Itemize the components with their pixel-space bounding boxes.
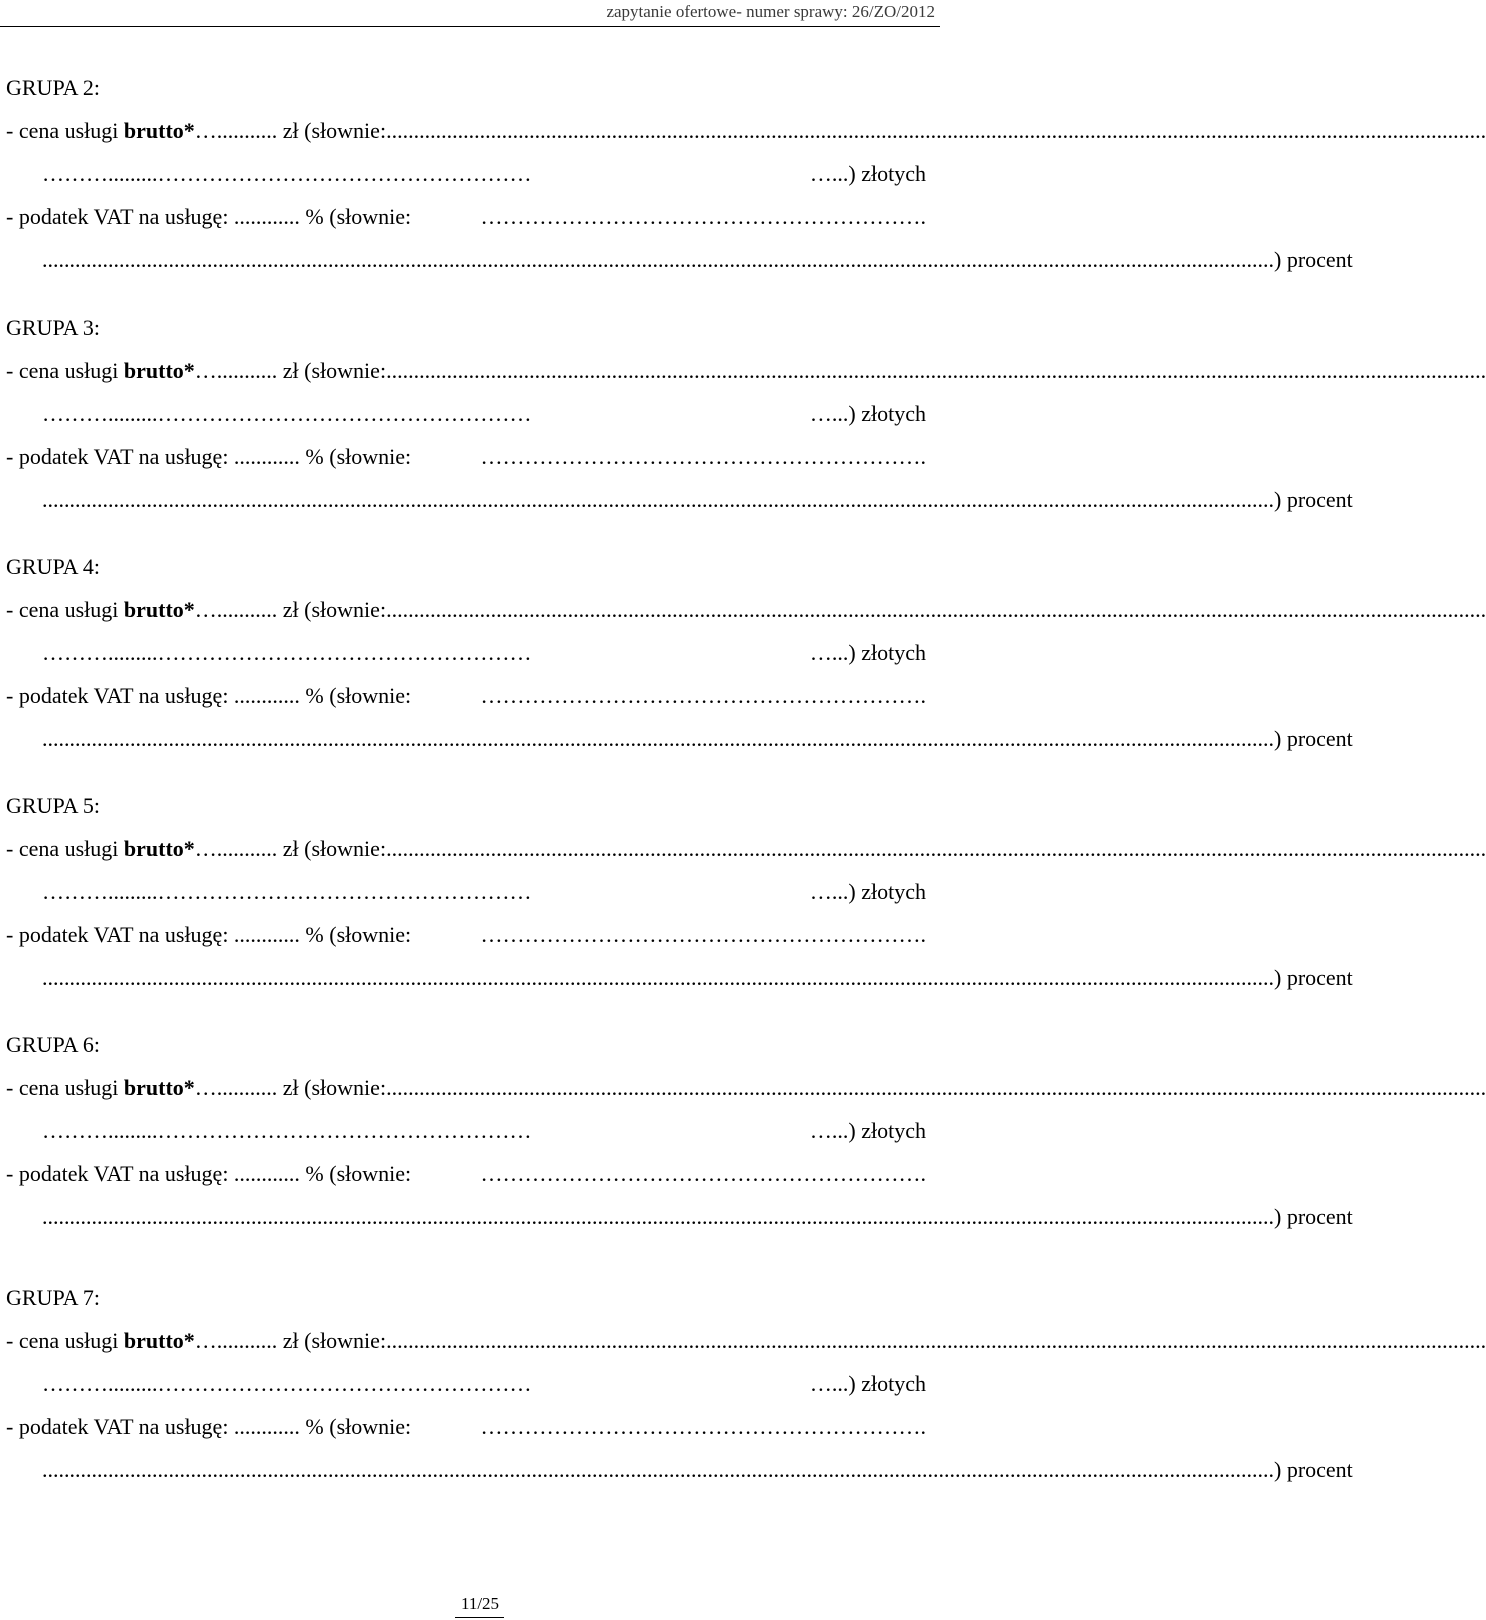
price-prefix: - cena usługi [6, 358, 124, 383]
price-line [6, 109, 1486, 152]
procent-end: ....) procent [1252, 726, 1353, 751]
vat-label: - podatek VAT na usługę: ............ % (słownie: [6, 444, 412, 469]
zlotych-end: …...) złotych [809, 161, 926, 186]
vat-line [6, 1152, 926, 1195]
procent-line [6, 717, 1353, 760]
price-line [6, 349, 1486, 392]
procent-line [6, 1195, 1353, 1238]
price-line [6, 827, 1486, 870]
zlotych-fill: ……….........…………………………………………… [42, 401, 532, 426]
zlotych-line [6, 392, 926, 435]
group-block [6, 306, 1486, 521]
procent-end: ....) procent [1252, 965, 1353, 990]
price-words-fill: ........................................................................................................................................................................................................ [386, 358, 1486, 383]
zlotych-line [6, 1362, 926, 1405]
footer-rule [455, 1617, 504, 1618]
procent-fill: ............................................................................................................................................................................................................................ [42, 965, 1252, 990]
price-label [6, 109, 386, 152]
price-words-fill: ........................................................................................................................................................................................................ [386, 118, 1486, 143]
vat-fill: ……………………………………………………. [480, 444, 926, 469]
procent-fill: ............................................................................................................................................................................................................................ [42, 1457, 1252, 1482]
procent-fill: ............................................................................................................................................................................................................................ [42, 487, 1252, 512]
price-line [6, 1319, 1486, 1362]
vat-label: - podatek VAT na usługę: ............ % (słownie: [6, 1161, 412, 1186]
group-title: GRUPA 7: [6, 1285, 100, 1310]
brutto-label: brutto* [123, 118, 195, 143]
price-words-fill: ........................................................................................................................................................................................................ [386, 836, 1486, 861]
group-block [6, 784, 1486, 999]
price-mid: …........... zł (słownie: [194, 358, 387, 383]
price-mid: …........... zł (słownie: [194, 1075, 387, 1100]
price-label [6, 827, 386, 870]
brutto-label: brutto* [123, 1328, 195, 1353]
price-label [6, 349, 386, 392]
price-mid: …........... zł (słownie: [194, 118, 387, 143]
group-title: GRUPA 6: [6, 1032, 100, 1057]
vat-line [6, 913, 926, 956]
zlotych-end: …...) złotych [809, 1371, 926, 1396]
zlotych-fill: ……….........…………………………………………… [42, 1118, 532, 1143]
price-mid: …........... zł (słownie: [194, 836, 387, 861]
price-prefix: - cena usługi [6, 1328, 124, 1353]
vat-fill: ……………………………………………………. [480, 1161, 926, 1186]
zlotych-fill: ……….........…………………………………………… [42, 640, 532, 665]
group-block [6, 1023, 1486, 1238]
procent-fill: ............................................................................................................................................................................................................................ [42, 726, 1252, 751]
page-header: zapytanie ofertowe- numer sprawy: 26/ZO/2012 [606, 2, 935, 21]
price-words-fill: ........................................................................................................................................................................................................ [386, 1328, 1486, 1353]
brutto-label: brutto* [123, 1075, 195, 1100]
vat-label: - podatek VAT na usługę: ............ % (słownie: [6, 922, 412, 947]
procent-line [6, 1448, 1353, 1491]
zlotych-end: …...) złotych [809, 401, 926, 426]
group-block [6, 66, 1486, 281]
price-line [6, 588, 1486, 631]
vat-line [6, 435, 926, 478]
vat-label: - podatek VAT na usługę: ............ % (słownie: [6, 683, 412, 708]
zlotych-end: …...) złotych [809, 640, 926, 665]
vat-label: - podatek VAT na usługę: ............ % (słownie: [6, 204, 412, 229]
vat-line [6, 674, 926, 717]
price-mid: …........... zł (słownie: [194, 597, 387, 622]
zlotych-fill: ……….........…………………………………………… [42, 161, 532, 186]
brutto-label: brutto* [123, 597, 195, 622]
group-block [6, 545, 1486, 760]
page-number: 11/25 [460, 1594, 500, 1613]
procent-end: ....) procent [1252, 1204, 1353, 1229]
price-label [6, 588, 386, 631]
price-mid: …........... zł (słownie: [194, 1328, 387, 1353]
group-title: GRUPA 4: [6, 554, 100, 579]
zlotych-fill: ……….........…………………………………………… [42, 1371, 532, 1396]
vat-label: - podatek VAT na usługę: ............ % (słownie: [6, 1414, 412, 1439]
group-title: GRUPA 5: [6, 793, 100, 818]
price-prefix: - cena usługi [6, 597, 124, 622]
zlotych-line [6, 152, 926, 195]
vat-fill: ……………………………………………………. [480, 922, 926, 947]
price-words-fill: ........................................................................................................................................................................................................ [386, 597, 1486, 622]
zlotych-line [6, 870, 926, 913]
vat-line [6, 195, 926, 238]
zlotych-end: …...) złotych [809, 1118, 926, 1143]
group-block [6, 1276, 1486, 1491]
vat-fill: ……………………………………………………. [480, 204, 926, 229]
procent-fill: ............................................................................................................................................................................................................................ [42, 1204, 1252, 1229]
zlotych-line [6, 1109, 926, 1152]
vat-fill: ……………………………………………………. [480, 1414, 926, 1439]
vat-line [6, 1405, 926, 1448]
procent-line [6, 478, 1353, 521]
price-prefix: - cena usługi [6, 836, 124, 861]
price-label [6, 1319, 386, 1362]
price-line [6, 1066, 1486, 1109]
brutto-label: brutto* [123, 836, 195, 861]
procent-end: ....) procent [1252, 487, 1353, 512]
group-title: GRUPA 3: [6, 315, 100, 340]
header-rule [0, 26, 940, 27]
price-prefix: - cena usługi [6, 1075, 124, 1100]
price-prefix: - cena usługi [6, 118, 124, 143]
brutto-label: brutto* [123, 358, 195, 383]
procent-end: ....) procent [1252, 247, 1353, 272]
procent-end: ....) procent [1252, 1457, 1353, 1482]
price-label [6, 1066, 386, 1109]
group-title: GRUPA 2: [6, 75, 100, 100]
procent-fill: ............................................................................................................................................................................................................................ [42, 247, 1252, 272]
zlotych-line [6, 631, 926, 674]
procent-line [6, 238, 1353, 281]
procent-line [6, 956, 1353, 999]
vat-fill: ……………………………………………………. [480, 683, 926, 708]
price-words-fill: ........................................................................................................................................................................................................ [386, 1075, 1486, 1100]
zlotych-end: …...) złotych [809, 879, 926, 904]
zlotych-fill: ……….........…………………………………………… [42, 879, 532, 904]
